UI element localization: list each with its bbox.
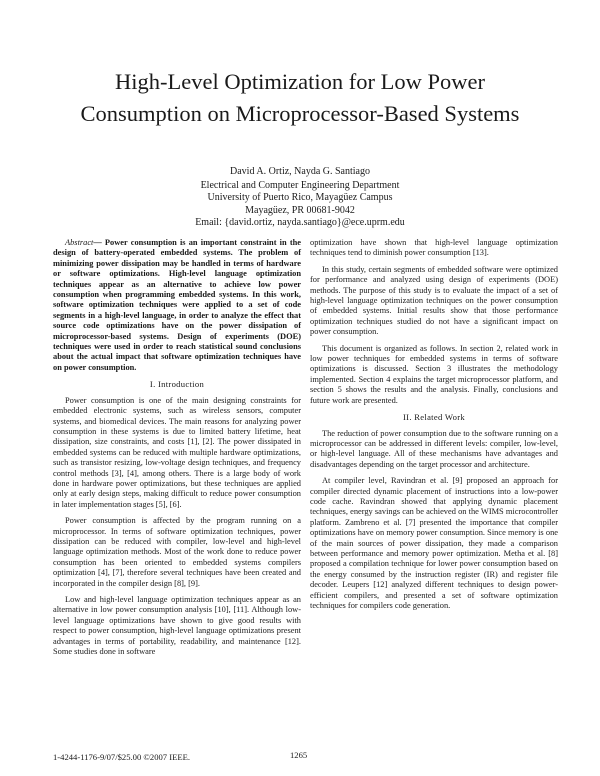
intro-paragraph-3-cont: optimization have shown that high-level language optimization techniques tend to diminish power consumption [13]. bbox=[310, 238, 558, 258]
author-univ: University of Puerto Rico, Mayagüez Campus bbox=[207, 192, 393, 203]
author-block bbox=[0, 166, 600, 230]
author-dept: Electrical and Computer Engineering Department bbox=[200, 179, 400, 191]
related-paragraph-1: The reduction of power consumption due to the software running on a microprocessor can be addressed in different levels: compiler, low-level, or high-level language. All of these mechanisms have advantages and disadvantages depending on the target processor and architecture. bbox=[310, 428, 558, 469]
intro-paragraph-5: This document is organized as follows. In section 2, related work in low power techniques for embedded systems in terms of software optimizations is discussed. Section 3 illustrates the methodology implemented. Section 4 explains the target microprocessor platform, and section 5 shows the results and the analysis. Finally, conclusions and future work are presented. bbox=[310, 343, 558, 405]
abstract-text: — Power consumption is an important constraint in the design of battery-operated embedded systems. The problem of minimizing power dissipation may be handled in terms of hardware or software optimizations. High-level language optimization techniques appear as an alternative to achieve low power consumption when programming embedded systems. In this work, software optimization techniques were applied to a set of code segments in a high-level language, in order to analyze the effect that source code optimizations have on the power dissipation of microprocessor-based systems. Design of experiments (DOE) techniques were used in order to reach statistical sound conclusions about the actual impact that software optimization techniques have on power consumption. bbox=[53, 238, 301, 372]
right-column bbox=[310, 238, 558, 617]
related-paragraph-2: At compiler level, Ravindran et al. [9] proposed an approach for compiler directed dynamic placement of instructions into a low-power code cache. Ravindran showed that applying dynamic placement techniques, energy savings can be achieved on the WIMS microcontroller platform. Zambreno et al. [7] presented the importance that compiler optimizations have on memory power consumption. Since memory is one of the main sources of power dissipation, they made a comparison between performance and memory power optimization. Metha et al. [8] proposed a compilation technique for lower power consumption based on the energy consumed by the instruction register (IR) and register file decoder. Leupers [12] analyzed different techniques to design power-efficient compilers, and presented a set of software optimization techniques for compilers code generation. bbox=[310, 476, 558, 610]
section-heading-related-work: II. Related Work bbox=[403, 412, 465, 423]
title-line-1: High-Level Optimization for Low Power bbox=[115, 69, 485, 94]
left-column bbox=[53, 238, 301, 663]
section-heading-introduction: I. Introduction bbox=[149, 379, 205, 390]
intro-paragraph-3: Low and high-level language optimization techniques appear as an alternative in low power consumption analysis [10], [11]. Although low-level language optimizations have shown to give good results with respect to power consumption, high-level language optimizations present advantages in terms of portability, readability, and maintenance [12]. Some studies done in software bbox=[53, 595, 301, 657]
title-line-2: Consumption on Microprocessor-Based Systems bbox=[80, 101, 520, 126]
paper-title bbox=[0, 66, 600, 130]
author-city: Mayagüez, PR 00681-9042 bbox=[245, 204, 355, 216]
copyright-footer: 1-4244-1176-9/07/$25.00 ©2007 IEEE. bbox=[53, 752, 191, 762]
author-email: Email: {david.ortiz, nayda.santiago}@ece.uprm.edu bbox=[195, 217, 405, 228]
author-names: David A. Ortiz, Nayda G. Santiago bbox=[230, 166, 370, 177]
abstract-label: Abstract bbox=[65, 238, 94, 247]
abstract bbox=[53, 238, 301, 373]
intro-paragraph-2: Power consumption is affected by the program running on a microprocessor. In terms of software optimization techniques, power dissipation can be reduced with compiler, low-level and high-level language optimization methods. Most of the work done to reduce power consumption has been oriented to embedded systems compilers optimization [4], [7], therefore several techniques have been created and incorporated in the compiler design [8], [9]. bbox=[53, 516, 301, 588]
page-number: 1265 bbox=[290, 750, 308, 760]
intro-paragraph-4: In this study, certain segments of embedded software were optimized for performance and analyzed using design of experiments (DOE) methods. The purpose of this study is to evaluate the impact of a set of high-level language optimization techniques on the power consumption of embedded systems. Initial results show that those performance optimization techniques studied do not have a significant impact on power consumption. bbox=[310, 264, 558, 337]
intro-paragraph-1: Power consumption is one of the main designing constraints for embedded electronic systems, such as wireless sensors, computer systems, and biomedical devices. The main reasons for analyzing power consumption in these systems is due to limited battery lifetime, heat dissipation, size constraints, and costs [1], [2]. The power dissipated in embedded systems can be reduced with multiple hardware optimizations, such as transistor resizing, low-voltage design techniques, and frequency control methods [3], [4], among others. There is a large body of work done in hardware power optimizations, but these techniques are applied only at early design steps, making difficult to reduce power consumption in later implementation stages [5], [6]. bbox=[53, 395, 301, 509]
